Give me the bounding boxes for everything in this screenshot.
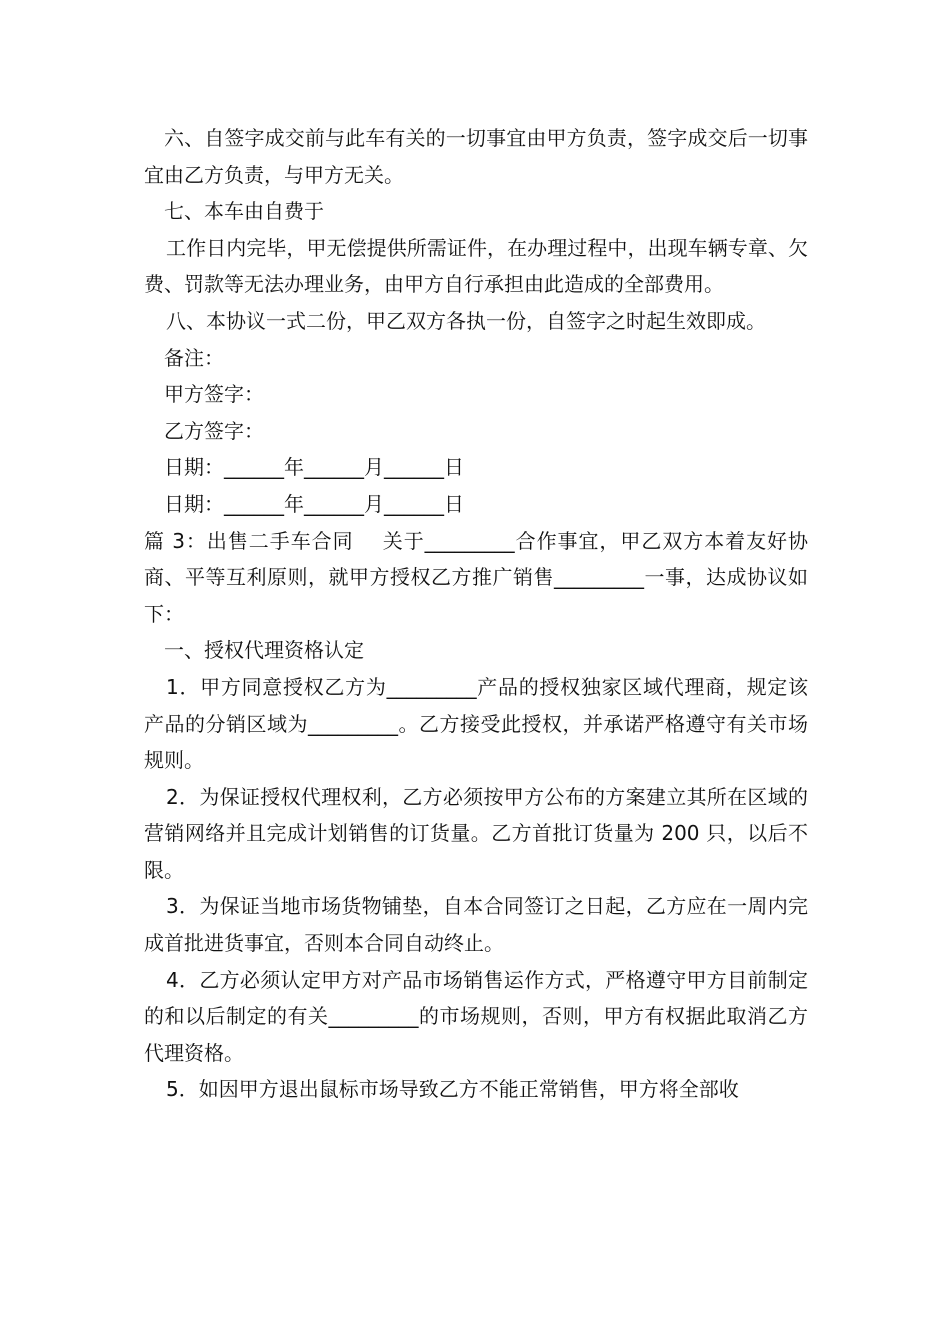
date-line-1: 日期：______年______月______日 bbox=[164, 455, 464, 480]
clause-8: 八、本协议一式二份，甲乙双方各执一份，自签字之时起生效即成。 bbox=[166, 308, 766, 333]
party-a-signature: 甲方签字： bbox=[164, 382, 264, 407]
clause-6: 六、自签字成交前与此车有关的一切事宜由甲方负责，签字成交后一切事宜由乙方负责，与甲方无关。 bbox=[144, 126, 808, 187]
article-3-intro: 篇 3：出售二手车合同 关于_________合作事宜，甲乙双方本着友好协商、平等互利原则，就甲方授权乙方推广销售_________一事，达成协议如下： bbox=[144, 528, 808, 626]
item-3: 3．为保证当地市场货物铺垫，自本合同签订之日起，乙方应在一周内完成首批进货事宜，否则本合同自动终止。 bbox=[144, 894, 808, 956]
section-1-heading: 一、授权代理资格认定 bbox=[164, 638, 364, 663]
item-1: 1．甲方同意授权乙方为_________产品的授权独家区域代理商，规定该产品的分销区域为_________。乙方接受此授权，并承诺严格遵守有关市场规则。 bbox=[144, 674, 808, 773]
document-body bbox=[144, 120, 808, 1108]
item-5: 5．如因甲方退出鼠标市场导致乙方不能正常销售，甲方将全部收 bbox=[166, 1077, 739, 1102]
date-line-2: 日期：______年______月______日 bbox=[164, 491, 464, 516]
party-b-signature: 乙方签字： bbox=[164, 418, 264, 443]
clause-7-continued: 工作日内完毕，甲无偿提供所需证件，在办理过程中，出现车辆专章、欠费、罚款等无法办理业务，由甲方自行承担由此造成的全部费用。 bbox=[144, 235, 808, 297]
item-4: 4．乙方必须认定甲方对产品市场销售运作方式，严格遵守甲方目前制定的和以后制定的有关_________的市场规则，否则，甲方有权据此取消乙方代理资格。 bbox=[144, 967, 808, 1065]
remarks-label: 备注： bbox=[164, 345, 224, 370]
clause-7: 七、本车由自费于 bbox=[164, 199, 324, 224]
item-2: 2．为保证授权代理权利，乙方必须按甲方公布的方案建立其所在区域的营销网络并且完成计划销售的订货量。乙方首批订货量为 200 只，以后不限。 bbox=[144, 784, 808, 882]
